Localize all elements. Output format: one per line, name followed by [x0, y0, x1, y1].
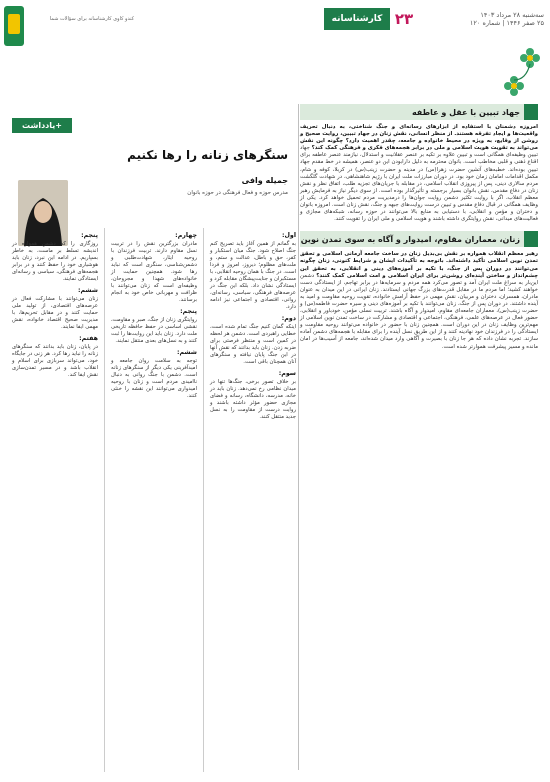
section-text: زنان می‌توانند با مشارکت فعال در عرصه‌های اقتصادی، از تولید ملی حمایت کنند و در مقابل تحریم‌ها، با مدیریت صحیح اقتصاد خانواده، نقش مهمی ایفا نمایند.: [12, 296, 98, 330]
article1-body: [300, 124, 538, 223]
column-divider: [298, 104, 299, 770]
opinion-text-columns: [12, 228, 296, 772]
article2-title: زنان، معماران مقاوم، امیدوار و آگاه به سوی تمدن نوین: [300, 234, 520, 244]
decorative-flower-icon: [500, 40, 544, 110]
article1-title-box: [300, 104, 538, 120]
section-label: کارشناسانه: [324, 8, 390, 30]
column-separator: [203, 228, 204, 772]
section-heading: ششم:: [77, 287, 98, 294]
author-name: جمیله وافی: [241, 176, 288, 185]
article2-lead: رهبر معظم انقلاب همواره بر نقش بی‌بدیل زنان در ساخت جامعه آرمانی اسلامی و تحقق تمدن نوین اسلامی تأکید داشته‌اند. باتوجه به تأکیدات ایشان و شرایط کنونی، زنان چگونه می‌توانند در دوران پس از جنگ، با تکیه بر آموزه‌های دینی و انقلابی، به تحقق این چشم‌انداز و ساختن آینده‌ای روشن‌تر برای ایران اسلامی و امت اسلامی کمک کنند؟: [300, 251, 538, 279]
section-heading: سوم:: [278, 370, 296, 377]
column-separator: [104, 228, 105, 772]
section-heading: هفتم:: [79, 335, 98, 342]
opinion-column: [12, 118, 296, 772]
section-text: توجه به سلامت روان جامعه و امیدآفرینی یکی دیگر از سنگرهای زنانه است. دشمن با جنگ روانی به دنبال ناامیدی مردم است و زنان با روحیه امیدواری می‌توانند این نقشه را خنثی کنند.: [111, 358, 197, 399]
opinion-title: سنگرهای زنانه را رها نکنیم: [127, 148, 288, 162]
page-number: ۲۳: [394, 10, 414, 28]
article1-lead: امروزه دشمنان با استفاده از ابزارهای رسانه‌ای و جنگ شناختی، به دنبال تحریف واقعیت‌ها و ایجاد تفرقه هستند. از منظر انسانی، نقش زنان در جهاد تبیین، روایت صحیح و روشن از وقایع، به ویژه در محیط خانواده و جامعه، چقدر اهمیت دارد؟ چگونه این نقش می‌تواند به تقویت هویت اسلامی و ملی در برابر هجمه‌های فکری و فرهنگی کمک کند؟: [300, 124, 538, 152]
opinion-tag: +یادداشت: [12, 118, 72, 133]
opinion-col-3: [12, 228, 98, 772]
section-text: بر خلاف تصور برخی، جنگ‌ها تنها در میدان نظامی رخ نمی‌دهد. زنان باید در خانه، مدرسه، دانشگاه، رسانه و فضای مجازی حضور مؤثر داشته باشند و روایت درست از مقاومت را به نسل جدید منتقل کنند.: [210, 379, 296, 420]
article2-body: [300, 251, 538, 350]
section-text: در پایان، زنان باید بدانند که سنگرهای زنانه را نباید رها کرد. هر زنی در جایگاه خود، می‌تواند سربازی برای اسلام و انقلاب باشد و در مسیر تمدن‌سازی نقش ایفا کند.: [12, 344, 98, 378]
date-line-2: ۲۵ صفر ۱۴۴۶ | شماره ۱۲۰: [469, 19, 544, 27]
title-marker-icon: [524, 104, 538, 120]
article1-text: جهاد تبیین وظیفه‌ای همگانی است و تبیین علاوه بر تکیه بر عنصر عقلانیت و استدلال، نیازمند عنصر عاطفه برای اقناع ذهنی و قلبی مخاطب است. بانوان محترمه به دلیل دارابودن این دو عنصر، همیشه در خط مقدم جهاد تبیین بوده‌اند. خطبه‌های آتشین حضرت زهرا(س) در مدینه و حضرت زینب(س) در کربلا، کوفه و شام، مکمل اقدامات امامان زمان خود بود. در دوران مبارزات ملت ایران با رژیم شاهنشاهی، در شهادت گلگشت مردم سالاری دینی، پس از پیروزی انقلاب اسلامی، در مقابله با جریان‌های تجزیه طلب، اتفاق نظر و نقش زنان در دفاع مقدس، نقش بانوان بسیار برجسته و تأثیرگذار بوده است. از سوی دیگر نیاز به فرمایش رهبر معظم انقلاب، اگر با روایت تکثیر دشمن روایت جوان‌ها را درمدیریت مردم تحمیل خواهد کرد. یکی از وظایف همگانی در قبال دفاع مقدس و تبیین درست روایت‌های جبهه و جنگ، نقش زنان است. امروزه بانوان و دختران و مؤمن و انقلابی، با دستیابی به منابع بالا می‌توانند در حوزه رسانه، شبکه‌های مجازی و فعالیت‌های میدانی، نقش روایتگری داشته باشند و هویت اسلامی و ملی ایران را تقویت کنند.: [300, 145, 538, 223]
date-line-1: سه‌شنبه ۲۸ مرداد ۱۴۰۳: [480, 10, 544, 19]
right-column: [300, 104, 538, 768]
section-text: روزگاری را که دشمن همواره در اندیشه تسلط بر ماست، به خاطر بسپاریم. در ادامه این نبرد، زنان باید هوشیاری خود را حفظ کنند و در برابر هجمه‌های فرهنگی، سیاسی و رسانه‌ای ایستادگی نمایند.: [12, 241, 98, 282]
article2-text: دشمن این‌بار به سراغ ملت ایران آمد و تصور می‌کرد همه مردم و سرمایه‌ها در برابر تهاجم، از ایستادگی دست خواهند کشید؛ اما مردم ما در مقابل قدرت‌های بزرگ جهانی ایستادند. زنان ایرانی در این میدان به عنوان مادران، همسران، دختران و مربیان، نقش مهمی در حفظ آرامش خانواده، تقویت روحیه مقاومت و امید به آینده داشتند. در دوران پس از جنگ، زنان می‌توانند با تکیه بر آموزه‌های دینی و سیره حضرت فاطمه(س) و حضرت زینب(س)، معماران جامعه‌ای مقاوم، امیدوار و آگاه باشند. تربیت نسلی مؤمن، خودباور و انقلابی، حضور فعال در عرصه‌های علمی، فرهنگی، اجتماعی و اقتصادی و مشارکت در ساخت تمدن نوین اسلامی از مهم‌ترین وظایف زنان در این دوران است. همچنین زنان با حضور در خانواده می‌توانند روحیه مقاومت و ایستادگی را در فرزندان خود نهادینه کنند و از این طریق نسل آینده را برای مقابله با هجمه‌های دشمن آماده سازند. تجربه نشان داده که هر جا زنان با بصیرت و آگاهی وارد میدان شده‌اند، جامعه از آسیب‌ها در امان مانده و مسیر پیشرفت هموارتر شده است.: [300, 272, 538, 350]
newspaper-logo-icon: [4, 6, 24, 46]
opinion-col-1: [210, 228, 296, 772]
title-marker-icon: [524, 231, 538, 247]
header-dates: [418, 11, 544, 28]
section-text: مادران بزرگترین نقش را در تربیت نسل مقاوم دارند. تربیت فرزندان با روحیه ایثار، شهادت‌طلبی و دشمن‌شناسی، سنگری است که نباید رها شود. همچنین حمایت از خانواده‌های شهدا و مجروحان، وظیفه‌ای است که زنان می‌توانند با ظرافت و مهربانی خاص خود به انجام برسانند.: [111, 241, 197, 303]
section-heading: چهارم:: [175, 232, 197, 239]
section-heading: اول:: [281, 232, 296, 239]
section-text: روایتگری زنان از جنگ، صبر و مقاومت، نقشی اساسی در حفظ حافظه تاریخی ملت دارد. زنان باید این روایت‌ها را ثبت کنند و به نسل‌های بعدی منتقل نمایند.: [111, 317, 197, 344]
opinion-col-2: [111, 228, 197, 772]
header-bar: [24, 8, 544, 30]
section-heading: پنجم:: [180, 308, 197, 315]
section-heading: پنجم:: [81, 232, 98, 239]
author-role: مدرس حوزه و فعال فرهنگی در حوزه بانوان: [187, 190, 288, 196]
section-text: اینکه گمان کنیم جنگ تمام شده است، خطایی راهبردی است. دشمن هر لحظه در کمین است و منتظر فرصتی برای ضربه زدن. زنان باید بدانند که نقش آنها در این جنگ پایان نیافته و سنگرهای آنان همچنان باقی است.: [209, 324, 296, 365]
section-heading: ششم:: [176, 349, 197, 356]
section-text: به گمانم از همین آغاز باید تصریح کنم جنگ اصلاح شود. جنگ میان استکبار و کفر، حق و باطل، عدالت و ستم، و ملت‌های مظلوم؛ دیروز، امروز و فردا است. در جنگ با همان روحیه انقلابی، با مستکبران و جنایت‌پیشگان مقابله کرد و ایستادگی نشان داد. بلکه این جنگ در عرصه‌های فرهنگی، سیاسی، رسانه‌ای، روانی، اقتصادی و اجتماعی نیز ادامه دارد.: [210, 241, 296, 310]
article2-title-box: [300, 231, 538, 247]
section-heading: دوم:: [281, 315, 296, 322]
page-header: [0, 0, 550, 108]
section-tagline: کندو کاوی کارشناسانه برای سؤالات شما: [49, 16, 134, 22]
article1-title: جهاد تبیین با عقل و عاطفه: [411, 107, 520, 117]
